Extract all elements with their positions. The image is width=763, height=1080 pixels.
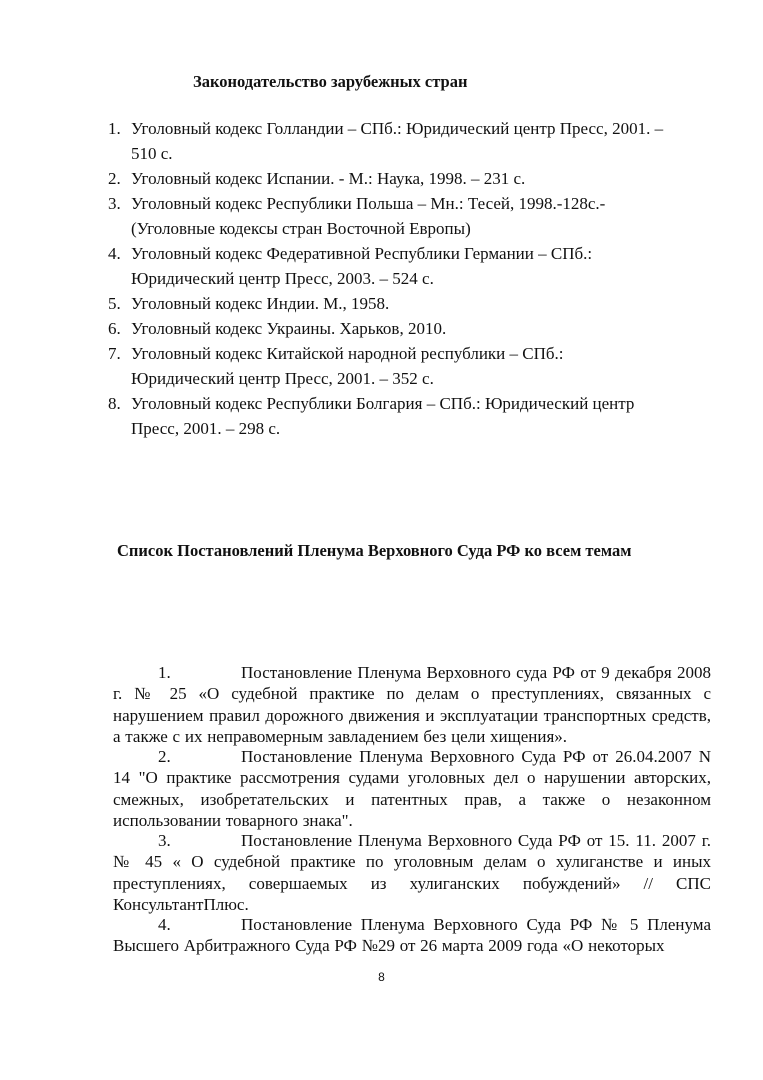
- list-item-number: 7.: [108, 344, 121, 363]
- list-item-number: 3.: [108, 194, 121, 213]
- list-item-number: 2.: [158, 747, 171, 766]
- list-item: [113, 830, 711, 915]
- list-item-text: (Уголовные кодексы стран Восточной Европы): [131, 219, 471, 239]
- foreign-legislation-heading: Законодательство зарубежных стран: [193, 72, 468, 91]
- list-item-number: 1.: [158, 663, 171, 682]
- list-item: [108, 116, 663, 167]
- list-item-text: Пресс, 2001. – 298 с.: [131, 419, 281, 439]
- list-item: [108, 191, 605, 242]
- list-item: [113, 662, 711, 747]
- list-item: [108, 391, 634, 442]
- list-item-text: Уголовный кодекс Украины. Харьков, 2010.: [131, 319, 447, 338]
- list-item-text: Постановление Пленума Верховного суда РФ от 9 декабря 2008 г. № 25 «О судебной практике по делам о преступлениях, связанных с нарушением правил дорожного движения и эксплуатации транспортных средств, а также с их неправомерным завладением без цели хищения».: [113, 663, 711, 746]
- list-item-number: 4.: [158, 915, 171, 934]
- list-item-number: 8.: [108, 394, 121, 413]
- list-item-text: Уголовный кодекс Испании. - М.: Наука, 1998. – 231 с.: [131, 169, 526, 188]
- list-item: [113, 746, 711, 831]
- list-item: [113, 914, 711, 957]
- list-item-number: 3.: [158, 831, 171, 850]
- page-number: 8: [378, 970, 385, 984]
- list-item-number: 1.: [108, 119, 121, 138]
- list-item-text: Уголовный кодекс Индии. М., 1958.: [131, 294, 390, 313]
- list-item-text: 510 с.: [131, 144, 173, 164]
- plenum-resolutions-heading: Список Постановлений Пленума Верховного Суда РФ ко всем темам: [117, 541, 632, 560]
- list-item: [108, 241, 592, 292]
- list-item: [108, 341, 564, 392]
- list-item-text: Постановление Пленума Верховного Суда РФ № 5 Пленума Высшего Арбитражного Суда РФ №29 от 26 марта 2009 года «О некоторых: [113, 915, 711, 956]
- list-item-text: Юридический центр Пресс, 2001. – 352 с.: [131, 369, 434, 389]
- list-item-text: Уголовный кодекс Республики Польша – Мн.: Тесей, 1998.-128с.-: [131, 194, 606, 213]
- list-item-number: 5.: [108, 294, 121, 313]
- list-item-text: Уголовный кодекс Федеративной Республики Германии – СПб.:: [131, 244, 593, 263]
- list-item-number: 4.: [108, 244, 121, 263]
- list-item-number: 2.: [108, 169, 121, 188]
- list-item-text: Постановление Пленума Верховного Суда РФ от 15. 11. 2007 г. № 45 « О судебной практике по уголовным делам о хулиганстве и иных преступлениях, совершаемых из хулиганских побуждений» // СПС КонсультантПлюс.: [113, 831, 711, 914]
- list-item-number: 6.: [108, 319, 121, 338]
- list-item: [108, 316, 446, 341]
- list-item-text: Уголовный кодекс Республики Болгария – СПб.: Юридический центр: [131, 394, 635, 413]
- list-item-text: Юридический центр Пресс, 2003. – 524 с.: [131, 269, 434, 289]
- list-item-text: Уголовный кодекс Голландии – СПб.: Юридический центр Пресс, 2001. –: [131, 119, 664, 138]
- list-item: [108, 291, 389, 316]
- list-item: [108, 166, 525, 191]
- list-item-text: Постановление Пленума Верховного Суда РФ от 26.04.2007 N 14 "О практике рассмотрения судами уголовных дел о нарушении авторских, смежных, изобретательских и патентных прав, а также о незаконном использовании товарного знака".: [113, 747, 711, 830]
- list-item-text: Уголовный кодекс Китайской народной республики – СПб.:: [131, 344, 564, 363]
